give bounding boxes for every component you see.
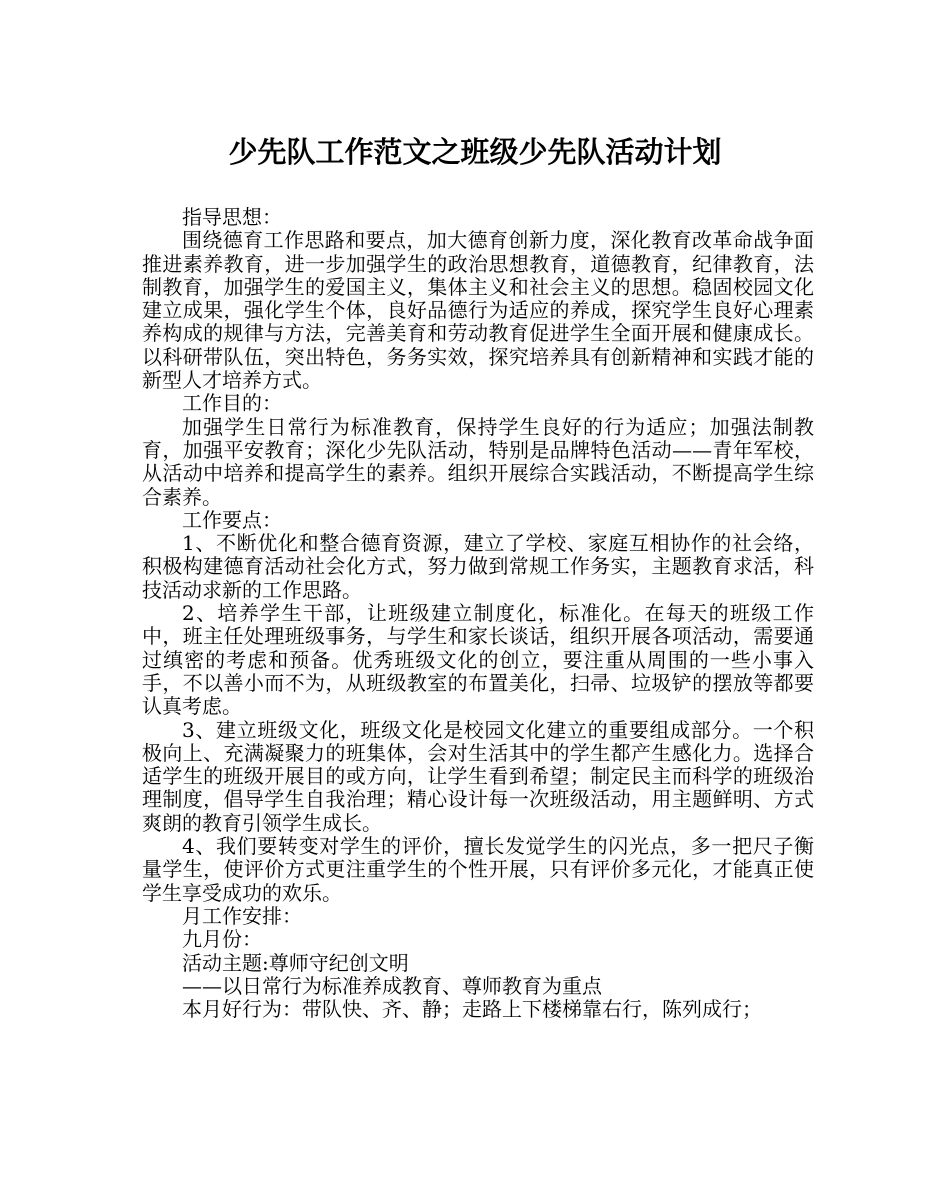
paragraph-point-4: 4、我们要转变对学生的评价，擅长发觉学生的闪光点，多一把尺子衡量学生，使评价方式更注重学生的个性开展，只有评价多元化，才能真正使学生享受成功的欢乐。 [142,834,814,905]
month-heading-september: 九月份： [182,927,262,952]
paragraph-point-3: 3、建立班级文化，班级文化是校园文化建立的重要组成部分。一个积极向上、充满凝聚力的班集体，会对生活其中的学生都产生感化力。选择合适学生的班级开展目的或方向，让学生看到希望；制定民主而科学的班级治理制度，倡导学生自我治理；精心设计每一次班级活动，用主题鲜明、方式爽朗的教育引领学生成长。 [142,717,814,835]
section-heading-monthly-plan: 月工作安排： [182,903,302,928]
good-behavior-of-month: 本月好行为：带队快、齐、静；走路上下楼梯靠右行，陈列成行； [182,997,762,1022]
paragraph-guiding-thought: 围绕德育工作思路和要点，加大德育创新力度，深化教育改革命战争面推进素养教育，进一步加强学生的政治思想教育，道德教育，纪律教育，法制教育，加强学生的爱国主义，集体主义和社会主义的思想。稳固校园文化建立成果，强化学生个体，良好品德行为适应的养成，探究学生良好心理素养构成的规律与方法，完善美育和劳动教育促进学生全面开展和健康成长。以科研带队伍，突出特色，务务实效，探究培养具有创新精神和实践才能的新型人才培养方式。 [142,228,814,393]
paragraph-point-1: 1、不断优化和整合德育资源，建立了学校、家庭互相协作的社会络，积极构建德育活动社会化方式，努力做到常规工作务实，主题教育求活，科技活动求新的工作思路。 [142,531,814,602]
document-title: 少先队工作范文之班级少先队活动计划 [228,135,722,169]
section-heading-work-points: 工作要点： [182,507,282,532]
section-heading-guiding-thought: 指导思想： [182,205,282,229]
paragraph-point-2: 2、培养学生干部，让班级建立制度化，标准化。在每天的班级工作中，班主任处理班级事务，与学生和家长谈话，组织开展各项活动，需要通过缜密的考虑和预备。优秀班级文化的创立，要注重从周围的一些小事入手，不以善小而不为，从班级教室的布置美化，扫帚、垃圾铲的摆放等都要认真考虑。 [142,601,814,719]
paragraph-work-goal: 加强学生日常行为标准教育，保持学生良好的行为适应；加强法制教育，加强平安教育；深化少先队活动，特别是品牌特色活动——青年军校，从活动中培养和提高学生的素养。组织开展综合实践活动，不断提高学生综合素养。 [142,414,814,509]
document-body [142,206,814,1021]
activity-theme: 活动主题:尊师守纪创文明 [182,950,409,975]
activity-focus: ——以日常行为标准养成教育、尊师教育为重点 [182,973,602,998]
section-heading-work-goal: 工作目的： [182,391,282,416]
